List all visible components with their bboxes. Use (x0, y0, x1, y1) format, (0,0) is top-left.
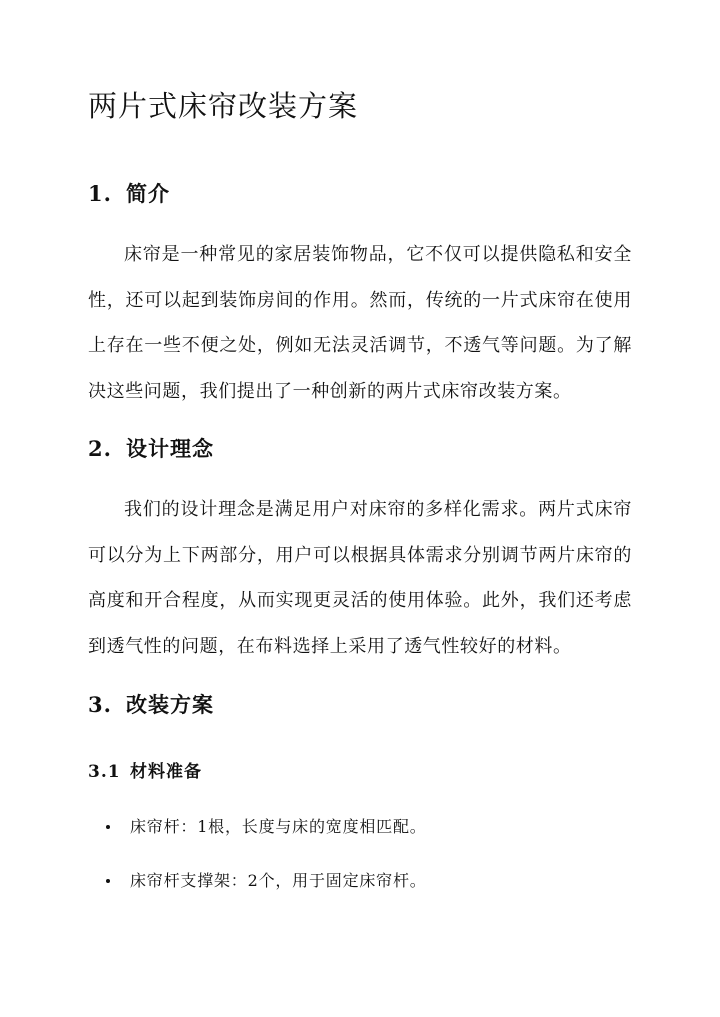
section-paragraph-design: 我们的设计理念是满足用户对床帘的多样化需求。两片式床帘可以分为上下两部分，用户可以根据具体需求分别调节两片床帘的高度和开合程度，从而实现更灵活的使用体验。此外，我们还考虑到透气性的问题，在布料选择上采用了透气性较好的材料。 (88, 499, 632, 657)
list-item-text: 床帘杆：1根，长度与床的宽度相匹配。 (130, 817, 427, 836)
subsection-title: 材料准备 (130, 762, 202, 782)
document-title: 两片式床帘改装方案 (88, 89, 359, 123)
list-item (88, 815, 648, 869)
section-title: 设计理念 (126, 436, 214, 461)
subsection-heading-materials (88, 757, 202, 782)
section-title: 简介 (126, 181, 170, 206)
bullet-icon (106, 879, 110, 883)
list-item-text: 床帘杆支撑架：2个，用于固定床帘杆。 (130, 871, 427, 890)
section-heading-plan (88, 689, 214, 719)
list-item (88, 869, 648, 923)
section-heading-design (88, 433, 214, 463)
section-title: 改装方案 (126, 692, 214, 717)
bullet-icon (106, 825, 110, 829)
section-number: 3. (88, 692, 112, 717)
subsection-number: 3.1 (88, 762, 121, 782)
section-number: 1. (88, 181, 112, 206)
section-heading-intro (88, 178, 170, 208)
materials-list (88, 815, 648, 923)
section-paragraph-intro: 床帘是一种常见的家居装饰物品，它不仅可以提供隐私和安全性，还可以起到装饰房间的作用。然而，传统的一片式床帘在使用上存在一些不便之处，例如无法灵活调节，不透气等问题。为了解决这些问题，我们提出了一种创新的两片式床帘改装方案。 (88, 244, 632, 402)
section-number: 2. (88, 436, 112, 461)
